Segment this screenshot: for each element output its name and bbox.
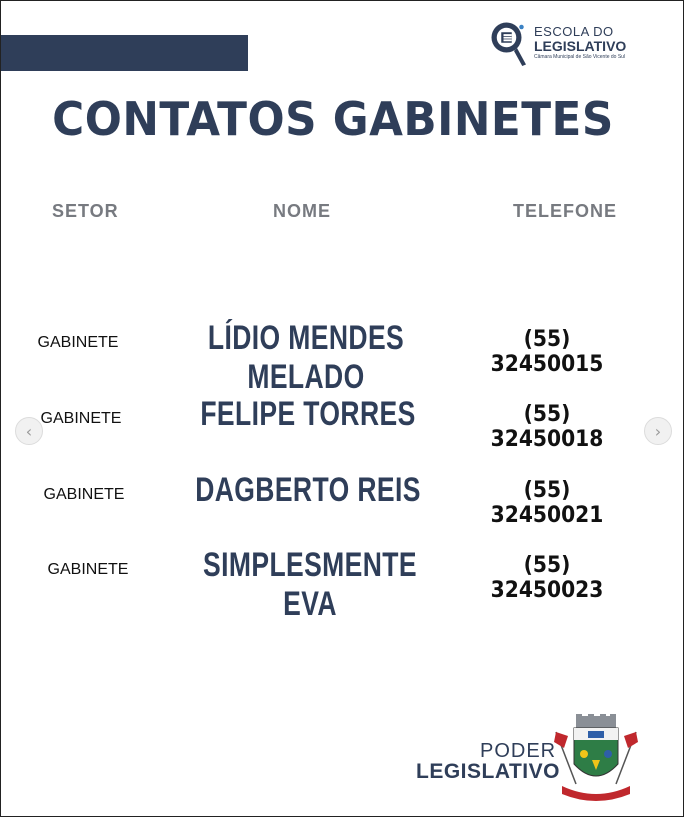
column-header-name: NOME — [273, 201, 331, 221]
chevron-left-icon: ‹ — [25, 421, 33, 441]
chevron-right-icon: › — [654, 421, 662, 441]
logo-text-escola: ESCOLA DO — [534, 24, 614, 39]
escola-legislativo-logo — [482, 18, 632, 84]
poder-legislativo-logo — [412, 712, 652, 804]
carousel-next-button[interactable] — [644, 417, 672, 445]
footer-text-legislativo: LEGISLATIVO — [416, 760, 560, 783]
magnifier-logo-icon — [484, 21, 532, 69]
row-sector: GABINETE — [37, 334, 119, 351]
row-name: DAGBERTO REIS — [195, 471, 421, 509]
row-phone: (55) 32450018 — [490, 402, 604, 452]
column-header-phone: TELEFONE — [513, 201, 618, 221]
carousel-prev-button[interactable] — [15, 417, 43, 445]
row-name: SIMPLESMENTE EVA — [203, 546, 417, 623]
municipal-crest-icon — [546, 712, 646, 802]
row-phone: (55) 32450015 — [490, 327, 604, 377]
row-phone: (55) 32450021 — [490, 478, 604, 528]
row-sector: GABINETE — [40, 410, 122, 427]
row-name: FELIPE TORRES — [200, 395, 416, 433]
logo-text-camara: Câmara Municipal de São Vicente do Sul — [534, 54, 626, 60]
column-header-sector: SETOR — [52, 201, 119, 221]
page-title: CONTATOS GABINETES — [52, 92, 614, 146]
logo-text-legislativo: LEGISLATIVO — [534, 38, 627, 54]
row-sector: GABINETE — [47, 561, 129, 578]
row-name: LÍDIO MENDES MELADO — [207, 319, 405, 396]
row-sector: GABINETE — [43, 486, 125, 503]
row-phone: (55) 32450023 — [490, 553, 604, 603]
decorative-bar — [1, 35, 248, 71]
footer-text-poder: PODER — [480, 740, 557, 762]
